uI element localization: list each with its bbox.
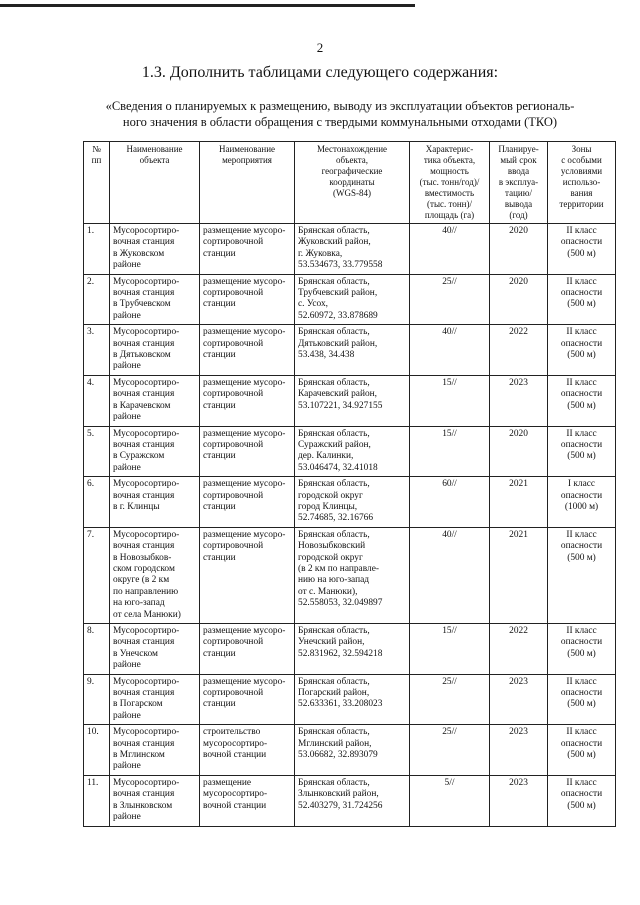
header-action: Наименование мероприятия <box>200 142 295 224</box>
table-row <box>84 674 616 725</box>
table-row <box>84 527 616 623</box>
cell-object-name: Мусоросортиро- вочная станция в Жуковском районе <box>110 224 200 275</box>
cell-action: размещение мусоро- сортировочной станции <box>200 375 295 426</box>
cell-zone: II класс опасности (500 м) <box>548 624 616 675</box>
table-row <box>84 775 616 826</box>
cell-location: Брянская область, Новозыбковский городской округ (в 2 км по направле- нию на юго-запад от с. Манюки), 52.558053, 32.049897 <box>295 527 410 623</box>
cell-year: 2020 <box>490 426 548 477</box>
header-year: Планируе- мый срок ввода в эксплуа- тацию/ вывода (год) <box>490 142 548 224</box>
cell-number: 4. <box>84 375 110 426</box>
table-row <box>84 725 616 776</box>
cell-number: 8. <box>84 624 110 675</box>
cell-object-name: Мусоросортиро- вочная станция в г. Клинцы <box>110 477 200 528</box>
cell-year: 2023 <box>490 375 548 426</box>
cell-location: Брянская область, Карачевский район, 53.107221, 34.927155 <box>295 375 410 426</box>
cell-capacity: 15// <box>410 375 490 426</box>
cell-number: 9. <box>84 674 110 725</box>
page-number: 2 <box>316 40 324 55</box>
cell-location: Брянская область, городской округ город Клинцы, 52.74685, 32.16766 <box>295 477 410 528</box>
table-row <box>84 375 616 426</box>
cell-location: Брянская область, Трубчевский район, с. Усох, 52.60972, 33.878689 <box>295 274 410 325</box>
cell-action: размещение мусоро- сортировочной станции <box>200 274 295 325</box>
cell-year: 2020 <box>490 274 548 325</box>
section-heading: 1.3. Дополнить таблицами следующего содержания: <box>141 64 499 81</box>
cell-year: 2021 <box>490 527 548 623</box>
header-capacity: Характерис- тика объекта, мощность (тыс. тонн/год)/ вместимость (тыс. тонн)/ площадь (га) <box>410 142 490 224</box>
table-row <box>84 426 616 477</box>
cell-zone: II класс опасности (500 м) <box>548 725 616 776</box>
cell-capacity: 40// <box>410 325 490 376</box>
cell-number: 3. <box>84 325 110 376</box>
cell-action: размещение мусоро- сортировочной станции <box>200 224 295 275</box>
cell-location: Брянская область, Суражский район, дер. Калинки, 53.046474, 32.41018 <box>295 426 410 477</box>
cell-action: размещение мусоро- сортировочной станции <box>200 325 295 376</box>
cell-number: 7. <box>84 527 110 623</box>
cell-location: Брянская область, Погарский район, 52.633361, 33.208023 <box>295 674 410 725</box>
header-location: Местонахождение объекта, географические координаты (WGS-84) <box>295 142 410 224</box>
cell-action: размещение мусоро- сортировочной станции <box>200 426 295 477</box>
cell-object-name: Мусоросортиро- вочная станция в Злынковском районе <box>110 775 200 826</box>
cell-capacity: 40// <box>410 527 490 623</box>
cell-number: 6. <box>84 477 110 528</box>
table-row <box>84 274 616 325</box>
cell-location: Брянская область, Дятьковский район, 53.438, 34.438 <box>295 325 410 376</box>
cell-number: 1. <box>84 224 110 275</box>
table-header-row <box>84 142 616 224</box>
table-row <box>84 224 616 275</box>
facilities-table <box>83 141 616 827</box>
cell-object-name: Мусоросортиро- вочная станция в Трубчевском районе <box>110 274 200 325</box>
cell-object-name: Мусоросортиро- вочная станция в Дятьковском районе <box>110 325 200 376</box>
cell-location: Брянская область, Мглинский район, 53.06682, 32.893079 <box>295 725 410 776</box>
cell-number: 11. <box>84 775 110 826</box>
cell-action: размещение мусоро- сортировочной станции <box>200 674 295 725</box>
cell-location: Брянская область, Злынковский район, 52.403279, 31.724256 <box>295 775 410 826</box>
cell-capacity: 25// <box>410 274 490 325</box>
cell-zone: II класс опасности (500 м) <box>548 274 616 325</box>
cell-year: 2022 <box>490 624 548 675</box>
cell-year: 2023 <box>490 775 548 826</box>
cell-zone: II класс опасности (500 м) <box>548 426 616 477</box>
cell-capacity: 15// <box>410 624 490 675</box>
cell-action: размещение мусоро- сортировочной станции <box>200 527 295 623</box>
header-zone: Зоны с особыми условиями использо- вания территории <box>548 142 616 224</box>
cell-object-name: Мусоросортиро- вочная станция в Новозыбков- ском городском округе (в 2 км по направлению на юго-запад от села Манюки) <box>110 527 200 623</box>
cell-year: 2020 <box>490 224 548 275</box>
cell-action: строительство мусоросортиро- вочной станции <box>200 725 295 776</box>
cell-action: размещение мусоросортиро- вочной станции <box>200 775 295 826</box>
table-row <box>84 624 616 675</box>
cell-object-name: Мусоросортиро- вочная станция в Мглинском районе <box>110 725 200 776</box>
cell-object-name: Мусоросортиро- вочная станция в Погарском районе <box>110 674 200 725</box>
cell-location: Брянская область, Жуковский район, г. Жуковка, 53.534673, 33.779558 <box>295 224 410 275</box>
cell-capacity: 25// <box>410 725 490 776</box>
table-row <box>84 325 616 376</box>
table-row <box>84 477 616 528</box>
cell-action: размещение мусоро- сортировочной станции <box>200 477 295 528</box>
cell-location: Брянская область, Унечский район, 52.831962, 32.594218 <box>295 624 410 675</box>
cell-number: 2. <box>84 274 110 325</box>
cell-zone: II класс опасности (500 м) <box>548 224 616 275</box>
cell-year: 2023 <box>490 674 548 725</box>
cell-zone: II класс опасности (500 м) <box>548 674 616 725</box>
cell-zone: II класс опасности (500 м) <box>548 527 616 623</box>
cell-object-name: Мусоросортиро- вочная станция в Карачевском районе <box>110 375 200 426</box>
table-caption: «Сведения о планируемых к размещению, выводу из эксплуатации объектов региональ- ного значения в области обращения с твердыми коммунальными отходами (ТКО) <box>105 99 575 129</box>
header-number: № пп <box>84 142 110 224</box>
cell-object-name: Мусоросортиро- вочная станция в Унечском районе <box>110 624 200 675</box>
cell-capacity: 40// <box>410 224 490 275</box>
cell-year: 2021 <box>490 477 548 528</box>
cell-year: 2022 <box>490 325 548 376</box>
cell-zone: I класс опасности (1000 м) <box>548 477 616 528</box>
cell-action: размещение мусоро- сортировочной станции <box>200 624 295 675</box>
header-object-name: Наименование объекта <box>110 142 200 224</box>
cell-number: 10. <box>84 725 110 776</box>
cell-capacity: 5// <box>410 775 490 826</box>
cell-capacity: 60// <box>410 477 490 528</box>
cell-capacity: 15// <box>410 426 490 477</box>
cell-zone: II класс опасности (500 м) <box>548 325 616 376</box>
cell-object-name: Мусоросортиро- вочная станция в Суражском районе <box>110 426 200 477</box>
cell-number: 5. <box>84 426 110 477</box>
cell-capacity: 25// <box>410 674 490 725</box>
top-border-line <box>0 4 415 7</box>
cell-year: 2023 <box>490 725 548 776</box>
cell-zone: II класс опасности (500 м) <box>548 375 616 426</box>
cell-zone: II класс опасности (500 м) <box>548 775 616 826</box>
